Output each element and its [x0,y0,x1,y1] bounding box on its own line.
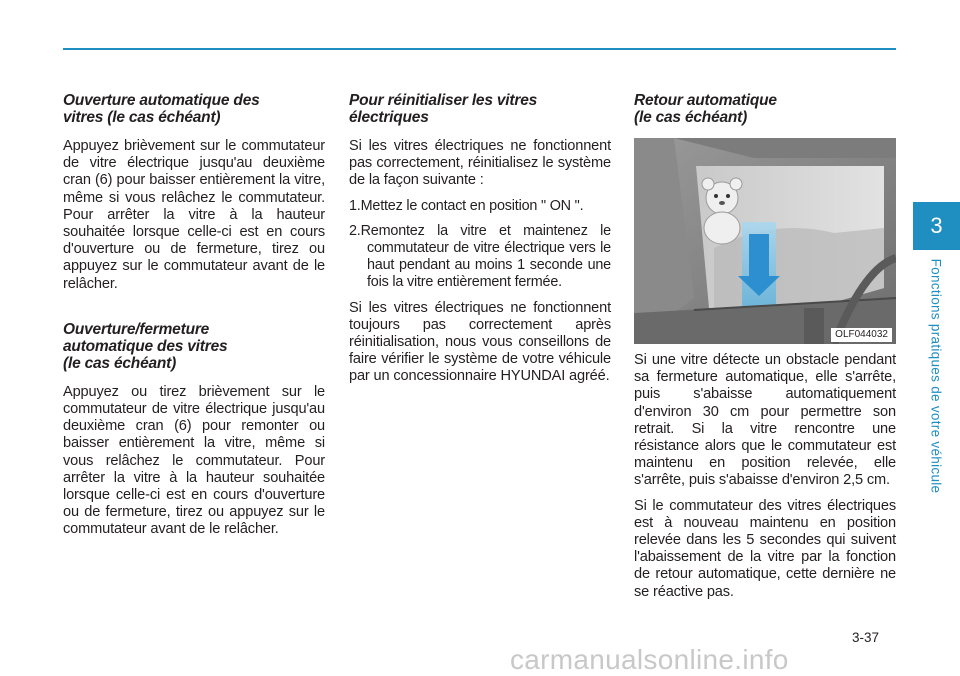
column-1 [63,92,325,547]
list-item: 1.Mettez le contact en position " ON ". [349,197,584,214]
section-heading-auto-reverse [634,92,896,126]
auto-reverse-figure [634,138,896,344]
paragraph-reset-intro: Si les vitres électriques ne fonctionnent pas correctement, réinitialisez le système de la façon suivante : [349,138,611,189]
heading-line: vitres (le cas échéant) [63,109,221,126]
heading-line: Ouverture/fermeture [63,320,210,338]
heading-line: (le cas échéant) [634,109,748,126]
section-heading-auto-open-close [63,321,325,372]
section-title-vertical: Fonctions pratiques de votre véhicule [928,258,944,494]
chapter-tab: 3 [913,202,960,250]
paragraph-auto-reverse-1: Si une vitre détecte un obstacle pendant sa fermeture automatique, elle s'arrête, puis s'abaisse automatiquement d'environ 30 cm pour permettre son retrait. Si la vitre rencontre une résistance alors que le commutateur est maintenu en position relevée, elle s'arrête, puis s'abaisse d'environ 2,5 cm. [634,352,896,489]
paragraph-auto-reverse-2: Si le commutateur des vitres électriques est à nouveau maintenu en position relevée dans les 5 secondes qui suivent l'abaissement de la vitre par la fonction de retour automatique, cette dernière ne se réactive pas. [634,497,896,600]
paragraph-reset-outro: Si les vitres électriques ne fonctionnent toujours pas correctement après réinitialisation, nous vous conseillons de faire vérifier le système de votre véhicule par un concessionnaire HYUNDAI agréé. [349,299,611,385]
watermark: carmanualsonline.info [510,644,789,675]
column-3 [634,92,896,609]
reset-steps-list [349,198,611,292]
paragraph-auto-open: Appuyez brièvement sur le commutateur de vitre électrique jusqu'au deuxième cran (6) pour baisser entièrement la vitre, même si vous relâchez le commutateur. Pour arrêter la vitre à la hauteur souhaitée lorsque celle-ci est en cours d'ouverture ou de fermeture, tirez ou appuyez sur le commutateur avant de le relâcher. [63,138,325,292]
heading-line: Ouverture automatique des [63,92,260,109]
section-heading-auto-open [63,92,325,126]
heading-line: automatique des vitres [63,337,228,355]
page-number: 3-37 [852,630,880,645]
heading-line: électriques [349,109,429,126]
heading-line: Retour automatique [634,92,777,109]
heading-line: Pour réinitialiser les vitres [349,92,538,109]
section-heading-reset [349,92,611,126]
car-window-illustration [634,138,896,344]
paragraph-auto-open-close: Appuyez ou tirez brièvement sur le commutateur de vitre électrique jusqu'au deuxième cran (6) pour remonter ou baisser entièrement la vitre, même si vous relâchez le commutateur. Pour arrêter la vitre à la hauteur souhaitée lorsque celle-ci est en cours d'ouverture ou de fermeture, tirez ou appuyez sur le commutateur avant de le relâcher. [63,383,325,538]
list-item: 2.Remontez la vitre et maintenez le commutateur de vitre électrique vers le haut pendant au moins 1 seconde une fois la vitre entièrement fermée. [349,222,611,291]
figure-code: OLF044032 [831,328,892,342]
top-rule [63,48,896,50]
heading-line: (le cas échéant) [63,354,177,372]
column-2 [349,92,611,394]
